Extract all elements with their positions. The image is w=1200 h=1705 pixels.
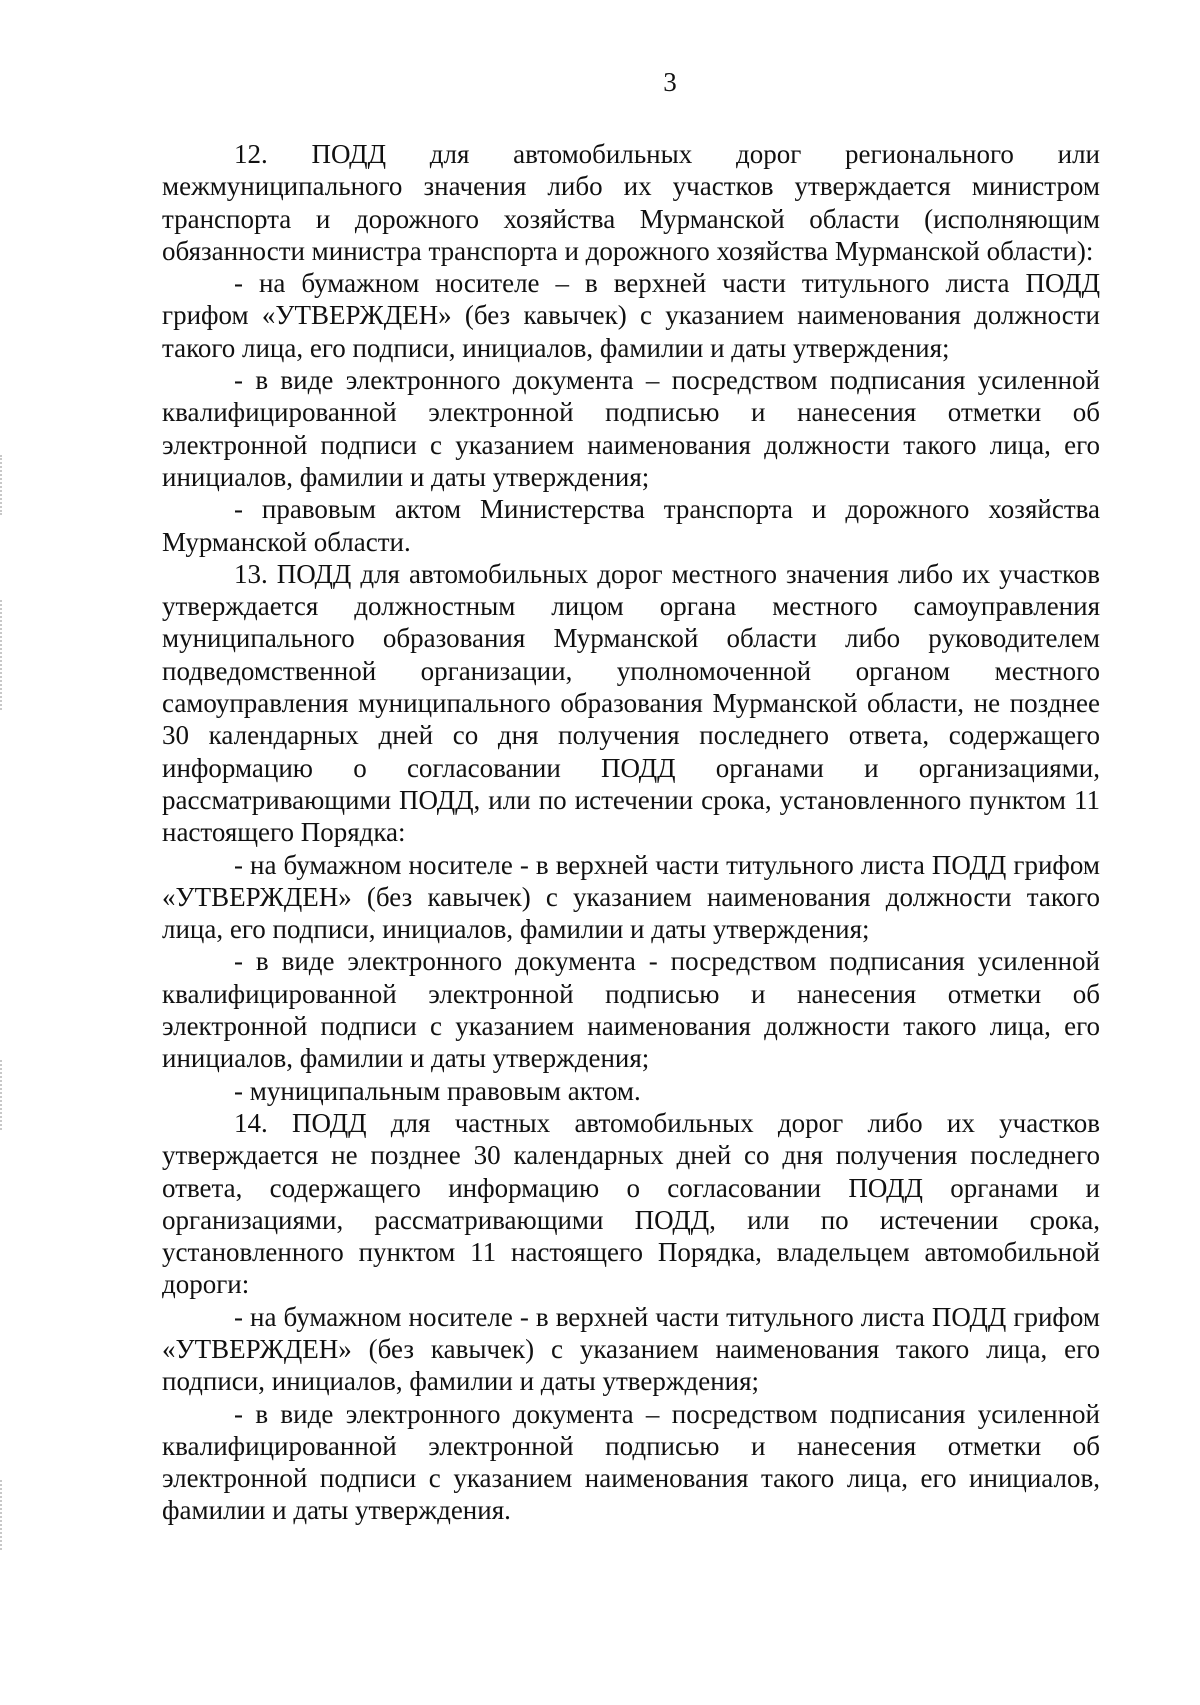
scan-artifact bbox=[0, 600, 12, 710]
paragraph-12-paper: - на бумажном носителе – в верхней части титульного листа ПОДД грифом «УТВЕРЖДЕН» (без кавычек) с указанием наименования должности такого лица, его подписи, инициалов, фамилии и даты утверждения; bbox=[162, 268, 1100, 363]
scan-artifact bbox=[0, 1480, 12, 1550]
paragraph-13-electronic: - в виде электронного документа - посредством подписания усиленной квалифицированной электронной подписью и нанесения отметки об электронной подписи с указанием наименования должности такого лица, его инициалов, фамилии и даты утверждения; bbox=[162, 946, 1100, 1074]
paragraph-12-electronic: - в виде электронного документа – посредством подписания усиленной квалифицированной электронной подписью и нанесения отметки об электронной подписи с указанием наименования должности такого лица, его инициалов, фамилии и даты утверждения; bbox=[162, 365, 1100, 492]
paragraph-13: 13. ПОДД для автомобильных дорог местного значения либо их участков утверждается должностным лицом органа местного самоуправления муниципального образования Мурманской области либо руководителем подведомственной организации, уполномоченной органом местного самоуправления муниципального образования Мурманской области, не позднее 30 календарных дней со дня получения последнего ответа, содержащего информацию о согласовании ПОДД органами и организациями, рассматривающими ПОДД, или по истечении срока, установленного пунктом 11 настоящего Порядка: bbox=[162, 558, 1100, 848]
paragraph-14-electronic: - в виде электронного документа – посредством подписания усиленной квалифицированной электронной подписью и нанесения отметки об электронной подписи с указанием наименования такого лица, его инициалов, фамилии и даты утверждения. bbox=[162, 1398, 1100, 1526]
scan-artifact bbox=[0, 1060, 12, 1130]
paragraph-14-paper: - на бумажном носителе - в верхней части титульного листа ПОДД грифом «УТВЕРЖДЕН» (без кавычек) с указанием наименования такого лица, его подписи, инициалов, фамилии и даты утверждения; bbox=[162, 1301, 1100, 1397]
scan-artifact bbox=[0, 455, 12, 515]
page-number: 3 bbox=[663, 67, 677, 97]
paragraph-13-paper: - на бумажном носителе - в верхней части титульного листа ПОДД грифом «УТВЕРЖДЕН» (без кавычек) с указанием наименования должности такого лица, его подписи, инициалов, фамилии и даты утверждения; bbox=[162, 849, 1100, 945]
paragraph-13-municipal-act: - муниципальным правовым актом. bbox=[234, 1075, 641, 1106]
paragraph-14: 14. ПОДД для частных автомобильных дорог либо их участков утверждается не позднее 30 календарных дней со дня получения последнего ответа, содержащего информацию о согласовании ПОДД органами и организациями, рассматривающими ПОДД, или по истечении срока, установленного пунктом 11 настоящего Порядка, владельцем автомобильной дороги: bbox=[162, 1107, 1100, 1300]
document-body bbox=[162, 138, 1100, 1527]
paragraph-12: 12. ПОДД для автомобильных дорог регионального или межмуниципального значения либо их участков утверждается министром транспорта и дорожного хозяйства Мурманской области (исполняющим обязанности министра транспорта и дорожного хозяйства Мурманской области): bbox=[162, 139, 1100, 266]
paragraph-12-legal-act: - правовым актом Министерства транспорта и дорожного хозяйства Мурманской области. bbox=[162, 494, 1100, 557]
